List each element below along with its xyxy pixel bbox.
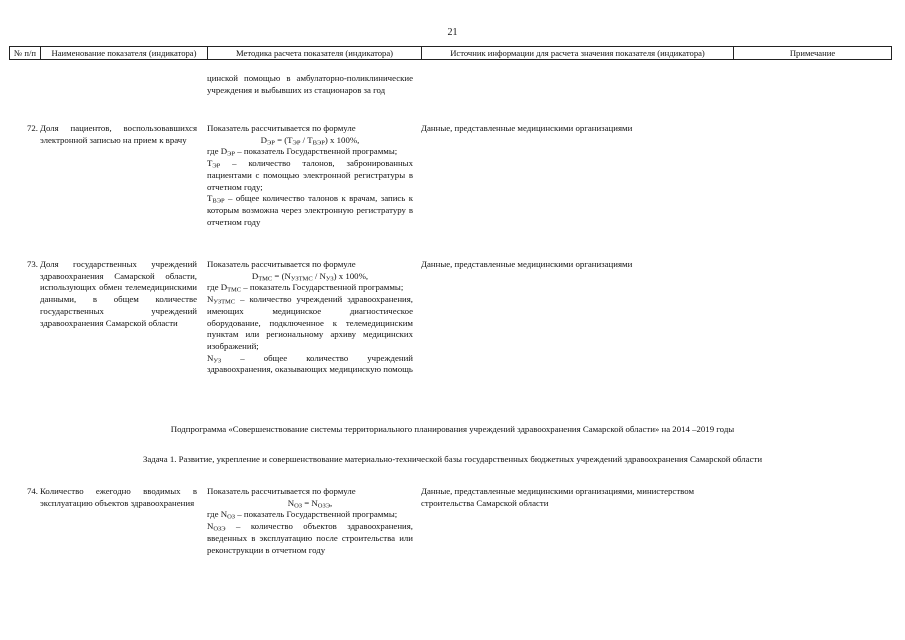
row-72-num: 72. <box>27 123 38 133</box>
row-73-method <box>207 259 413 376</box>
subprogram-heading: Подпрограмма «Совершенствование системы территориального планирования учреждений здравоохранения Самарской области» на 2014 –2019 годы <box>170 424 735 434</box>
row-74-source: Данные, представленные медицинскими организациями, министерством строительства Самарской области <box>421 486 695 508</box>
row-74-intro: Показатель рассчитывается по формуле <box>207 486 356 496</box>
row-74-def1: где $N_{ОЗ}$ – показатель Государственной программы; <box>207 509 398 521</box>
row-73-def1: где $D_{ТМС}$ – показатель Государственной программы; <box>207 282 404 294</box>
row-73-num: 73. <box>27 259 38 269</box>
row-72-method <box>207 123 413 228</box>
row-72-def1: где $D_{ЭР}$ – показатель Государственной программы; <box>207 146 398 158</box>
header-method: Методика расчета показателя (индикатора) <box>208 47 422 60</box>
header-name: Наименование показателя (индикатора) <box>41 47 208 60</box>
row-72-source: Данные, представленные медицинскими организациями <box>421 123 633 133</box>
row-73-def2: $N_{УЗТМС}$ – количество учреждений здравоохранения, имеющих медицинское диагностическое оборудование, подключенное к телемедицинским пунктам или региональному архиву медицинских изображений; <box>207 294 413 351</box>
task-heading: Задача 1. Развитие, укрепление и совершенствование материально-технической базы государственных бюджетных учреждений здравоохранения Самарской области <box>142 454 763 464</box>
row-74-num: 74. <box>27 486 38 496</box>
row-74-formula: $N_{ОЗ} = N_{ОЗЭ}$, <box>287 497 333 510</box>
row-73-name: Доля государственных учреждений здравоохранения Самарской области, использующих обмен телемедицинскими данными, в общем количестве государственных учреждений здравоохранения Самарской области <box>40 259 197 328</box>
row-72-def2: $T_{ЭР}$ – количество талонов, забронированных пациентами с помощью электронной регистратуры в отчетном году; <box>207 158 413 192</box>
row-73-formula: $D_{ТМС} = (N_{УЗТМС} / N_{УЗ})$ x 100%, <box>251 270 369 283</box>
row-73-intro: Показатель рассчитывается по формуле <box>207 259 356 269</box>
header-note: Примечание <box>734 47 892 60</box>
header-num: № п/п <box>10 47 41 60</box>
header-source: Источник информации для расчета значения показателя (индикатора) <box>422 47 734 60</box>
row-72-name: Доля пациентов, воспользовавшихся электронной записью на прием к врачу <box>40 123 197 145</box>
continuation-text: цинской помощью в амбулаторно-поликлинические учреждения и выбывших из стационаров за год <box>207 73 413 95</box>
row-74-def2: $N_{ОЗЭ}$ – количество объектов здравоохранения, введенных в эксплуатацию после строительства или реконструкции в отчетном году <box>207 521 413 555</box>
row-72-intro: Показатель рассчитывается по формуле <box>207 123 356 133</box>
row-74-method <box>207 486 413 556</box>
row-73-source: Данные, представленные медицинскими организациями <box>421 259 633 269</box>
row-72-formula: $D_{ЭР} = (T_{ЭР} / T_{ВЭР})$ x 100%, <box>260 134 360 147</box>
page-number: 21 <box>447 27 458 38</box>
row-74-name: Количество ежегодно вводимых в эксплуатацию объектов здравоохранения <box>40 486 197 508</box>
row-73-def3: $N_{УЗ}$ – общее количество учреждений здравоохранения, оказывающих медицинскую помощь <box>207 352 413 375</box>
table-header <box>9 46 892 60</box>
row-72-def3: $T_{ВЭР}$ – общее количество талонов к врачам, запись к которым возможна через электронную регистратуру в отчетном году <box>207 193 413 227</box>
